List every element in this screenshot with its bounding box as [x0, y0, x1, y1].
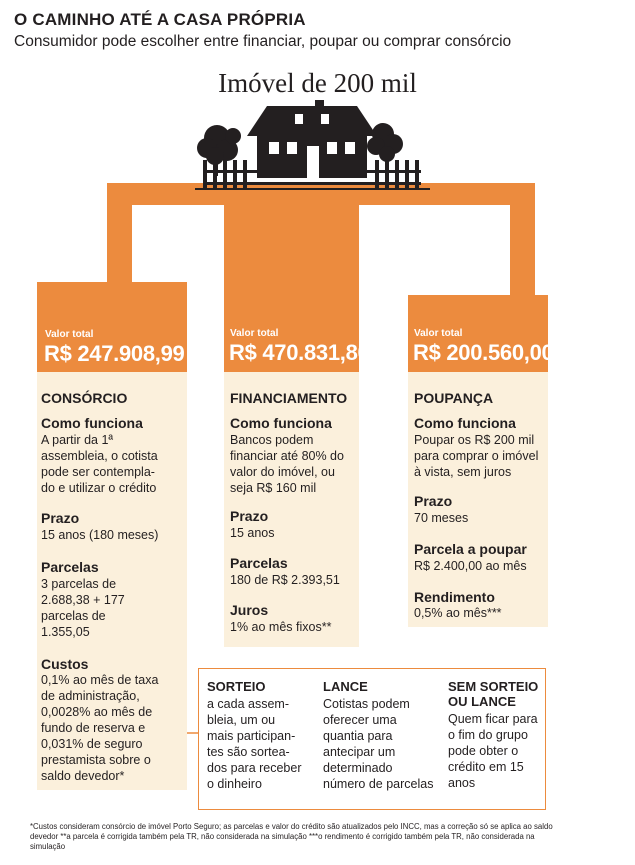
consorcio-total-box — [37, 282, 187, 372]
poupanca-funciona-label: Como funciona — [414, 415, 516, 431]
poupanca-total-value: R$ 200.560,00 — [413, 340, 554, 365]
financiamento-total-label: Valor total — [230, 328, 279, 339]
poupanca-title: POUPANÇA — [414, 390, 494, 406]
page-title: O CAMINHO ATÉ A CASA PRÓPRIA — [14, 10, 306, 29]
poupanca-parcela-text: R$ 2.400,00 ao mês — [414, 559, 527, 573]
footnote: *Custos consideram consórcio de imóvel Porto Seguro; as parcelas e valor do crédito são atualizados pelo INCC, mas a correção só se aplica ao saldo devedor **a parcela é corrigida também pela TR, não considerada na simulação ***o rendimento é corrigido também pela TR, não considerada na simulação — [30, 822, 553, 851]
financiamento-juros-label: Juros — [230, 602, 269, 618]
page-subtitle: Consumidor pode escolher entre financiar, poupar ou comprar consórcio — [14, 33, 512, 50]
poupanca-parcela-label: Parcela a poupar — [414, 541, 527, 557]
financiamento-total-box — [224, 195, 370, 372]
consorcio-funciona-text: A partir da 1ª assembleia, o cotista pode ser contemplа- do e utilizar o crédito — [41, 433, 158, 495]
consorcio-panel — [37, 372, 187, 790]
consorcio-custos-label: Custos — [41, 656, 89, 672]
consorcio-funciona-label: Como funciona — [41, 415, 143, 431]
sem-sorteio-text: Quem ficar para o fim do grupo pode obter o crédito em 15 anos — [448, 712, 538, 790]
sorteio-block — [207, 679, 317, 792]
financiamento-funciona-text: Bancos podem financiar até 80% do valor do imóvel, ou seja R$ 160 mil — [230, 433, 344, 495]
financiamento-prazo-label: Prazo — [230, 508, 269, 524]
consorcio-parcelas-label: Parcelas — [41, 559, 99, 575]
poupanca-prazo-text: 70 meses — [414, 511, 469, 525]
financiamento-juros-text: 1% ao mês fixos** — [230, 620, 332, 634]
poupanca-rendimento-label: Rendimento — [414, 589, 495, 605]
poupanca-funciona-text: Poupar os R$ 200 mil para comprar o imóvel à vista, sem juros — [414, 433, 539, 479]
lance-title: LANCE — [323, 679, 368, 694]
financiamento-funciona-label: Como funciona — [230, 415, 332, 431]
poupanca-total-box — [408, 295, 554, 372]
consorcio-total-value: R$ 247.908,99 — [44, 341, 185, 366]
sem-sorteio-block — [448, 679, 544, 791]
poupanca-rendimento-text: 0,5% ao mês*** — [414, 606, 502, 620]
poupanca-total-label: Valor total — [414, 328, 463, 339]
financiamento-prazo-text: 15 anos — [230, 526, 275, 540]
poupanca-prazo-label: Prazo — [414, 493, 453, 509]
consorcio-custos-text: 0,1% ao mês de taxa de administração, 0,0028% ao mês de fundo de reserva e 0,031% de seguro prestamista sobre o saldo devedor* — [41, 673, 159, 783]
consorcio-prazo-label: Prazo — [41, 510, 80, 526]
financiamento-total-value: R$ 470.831,80 — [229, 340, 370, 365]
sorteio-text: a cada assem- bleia, um ou mais participan- tes são sortea- dos para receber o dinheiro — [207, 697, 302, 791]
property-title: Imóvel de 200 mil — [218, 68, 417, 98]
lance-text: Cotistas podem oferecer uma quantia para antecipar um determinado número de parcelas — [323, 697, 434, 791]
consorcio-title: CONSÓRCIO — [41, 390, 128, 406]
lance-block — [323, 679, 441, 792]
consorcio-parcelas-text: 3 parcelas de 2.688,38 + 177 parcelas de 1.355,05 — [41, 577, 125, 639]
consorcio-total-label: Valor total — [45, 329, 94, 340]
contemplation-box — [198, 668, 546, 810]
financiamento-parcelas-label: Parcelas — [230, 555, 288, 571]
sem-sorteio-title: SEM SORTEIO OU LANCE — [448, 679, 539, 709]
financiamento-title: FINANCIAMENTO — [230, 390, 348, 406]
poupanca-panel — [408, 372, 548, 627]
financiamento-parcelas-text: 180 de R$ 2.393,51 — [230, 573, 340, 587]
consorcio-prazo-text: 15 anos (180 meses) — [41, 528, 159, 542]
financiamento-panel — [224, 372, 359, 647]
house-icon — [195, 98, 430, 190]
sorteio-title: SORTEIO — [207, 679, 266, 694]
